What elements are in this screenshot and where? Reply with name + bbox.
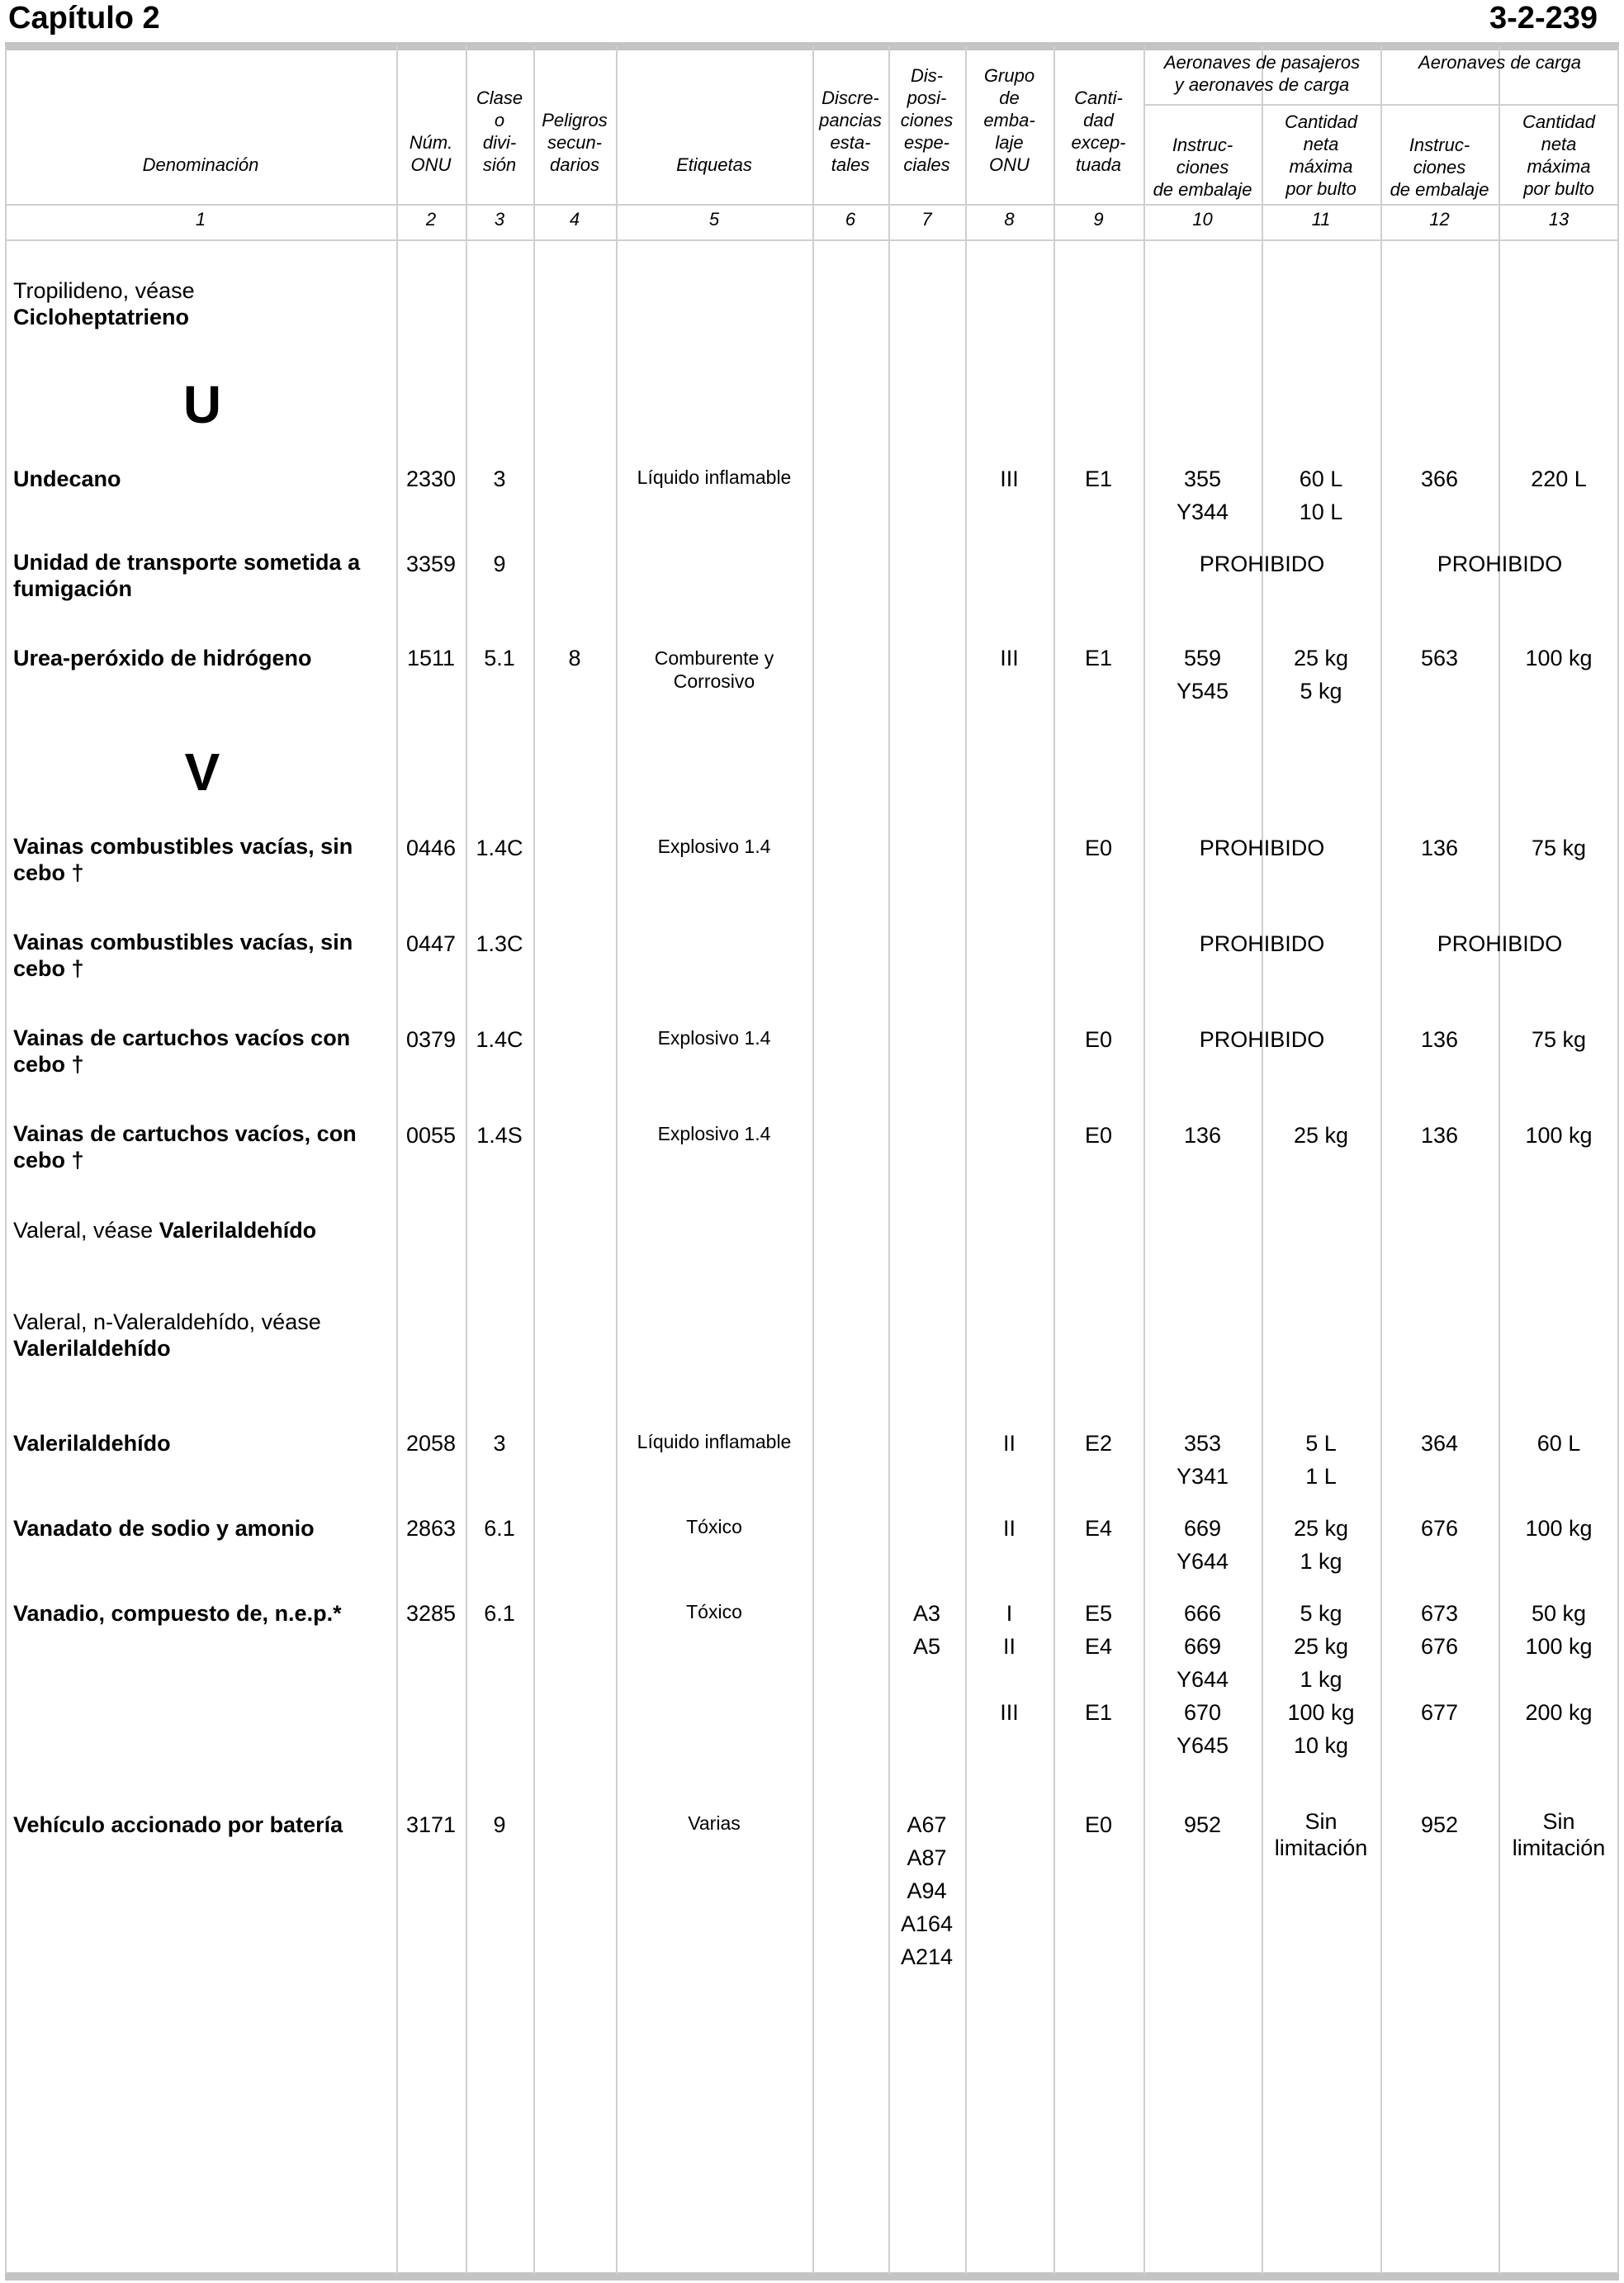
cargo-prohibited: PROHIBIDO — [1437, 552, 1563, 576]
column-number: 5 — [708, 209, 720, 230]
un-number: 2058 — [405, 1431, 457, 1456]
excepted-quantity: E0 — [1084, 836, 1113, 860]
excepted-quantity: E5 E4 E1 — [1084, 1601, 1113, 1725]
packing-group: II — [1002, 1431, 1016, 1456]
un-number: 0447 — [405, 931, 457, 956]
excepted-quantity: E1 — [1084, 467, 1113, 491]
labels: Líquido inflamable — [637, 467, 792, 488]
entry-name: Vainas combustibles vacías, sin cebo † — [13, 930, 353, 981]
cargo-quantity: Sin limitación — [1512, 1809, 1606, 1860]
cargo-quantity: 75 kg — [1531, 836, 1587, 860]
cargo-prohibited: PROHIBIDO — [1437, 931, 1563, 956]
entry-name: Urea-peróxido de hidrógeno — [13, 646, 312, 670]
header-cargo-instrucciones: Instruc- ciones de embalaje — [1390, 135, 1489, 200]
cargo-quantity: 100 kg — [1525, 1516, 1593, 1541]
pax-quantity: 60 L 10 L — [1299, 467, 1343, 524]
cargo-quantity: 100 kg — [1525, 646, 1593, 670]
cargo-instructions: 364 — [1420, 1431, 1459, 1456]
pax-prohibited: PROHIBIDO — [1199, 552, 1325, 576]
labels: Varias — [688, 1812, 741, 1834]
pax-instructions: 136 — [1183, 1123, 1222, 1148]
class: 6.1 — [484, 1516, 515, 1541]
pax-instructions: 952 — [1183, 1812, 1222, 1837]
special-provisions: A67 A87 A94 A164 A214 — [900, 1812, 954, 1969]
pax-prohibited: PROHIBIDO — [1199, 931, 1325, 956]
excepted-quantity: E0 — [1084, 1812, 1113, 1837]
column-number: 7 — [921, 209, 932, 230]
un-number: 0055 — [405, 1123, 457, 1148]
header-aeronaves-carga: Aeronaves de carga — [1418, 52, 1581, 73]
un-number: 0379 — [405, 1027, 457, 1052]
header-cargo-cantidad: Cantidad neta máxima por bulto — [1522, 111, 1596, 199]
excepted-quantity: E4 — [1084, 1516, 1113, 1541]
cargo-instructions: 676 — [1420, 1516, 1459, 1541]
cargo-quantity: 50 kg 100 kg 200 kg — [1525, 1601, 1593, 1725]
column-number: 11 — [1311, 209, 1331, 230]
pax-quantity: 25 kg — [1293, 1123, 1349, 1148]
column-number: 9 — [1093, 209, 1104, 230]
labels: Tóxico — [686, 1601, 742, 1622]
section-letter: V — [184, 742, 220, 802]
chapter-title: Capítulo 2 — [8, 1, 160, 36]
header-grupo-embalaje: Grupo de emba- laje ONU — [983, 65, 1035, 175]
un-number: 0446 — [405, 836, 457, 860]
header-etiquetas: Etiquetas — [676, 154, 752, 175]
header-discrepancias: Discre- pancias esta- tales — [819, 88, 882, 175]
un-number: 3171 — [405, 1812, 457, 1837]
entry-name: Vanadio, compuesto de, n.e.p.* — [13, 1601, 342, 1626]
entry-name: Vanadato de sodio y amonio — [13, 1516, 315, 1541]
column-number: 13 — [1548, 209, 1570, 230]
entry-name: Unidad de transporte sometida a fumigación — [13, 550, 361, 601]
cargo-instructions: 563 — [1420, 646, 1459, 670]
entry-name: Vainas de cartuchos vacíos con cebo † — [13, 1025, 351, 1077]
column-number: 2 — [425, 209, 437, 230]
header-disposiciones: Dis- posi- ciones espe- ciales — [900, 65, 954, 175]
column-number: 4 — [569, 209, 580, 230]
section-letter: U — [182, 375, 222, 434]
subsidiary-risk: 8 — [568, 646, 581, 670]
class: 6.1 — [484, 1601, 515, 1626]
pax-prohibited: PROHIBIDO — [1199, 836, 1325, 860]
un-number: 3285 — [405, 1601, 457, 1626]
cargo-instructions: 136 — [1420, 1027, 1459, 1052]
un-number: 2863 — [405, 1516, 457, 1541]
cargo-instructions: 366 — [1420, 467, 1459, 491]
entry-name: Undecano — [13, 467, 121, 491]
page-number: 3-2-239 — [1489, 1, 1598, 36]
entry-name: Tropilideno, véase Cicloheptatrieno — [13, 278, 195, 329]
header-cantidad-exceptuada: Canti- dad excep- tuada — [1071, 88, 1126, 175]
pax-instructions: 355 Y344 — [1176, 467, 1229, 524]
class: 1.3C — [476, 931, 523, 956]
column-number: 12 — [1429, 209, 1450, 230]
labels: Explosivo 1.4 — [657, 1123, 771, 1144]
un-number: 1511 — [406, 646, 456, 670]
labels: Explosivo 1.4 — [657, 1027, 771, 1049]
class: 1.4S — [476, 1123, 523, 1148]
excepted-quantity: E0 — [1084, 1123, 1113, 1148]
pax-quantity: 5 L 1 L — [1305, 1431, 1337, 1489]
header-clase: Clase o divi- sión — [476, 88, 523, 175]
packing-group: II — [1002, 1516, 1016, 1541]
excepted-quantity: E0 — [1084, 1027, 1113, 1052]
header-pax-instrucciones: Instruc- ciones de embalaje — [1153, 135, 1252, 200]
pax-instructions: 353 Y341 — [1176, 1431, 1229, 1489]
column-number: 3 — [494, 209, 505, 230]
column-number: 10 — [1192, 209, 1213, 230]
labels: Comburente y Corrosivo — [654, 647, 774, 692]
class: 1.4C — [476, 836, 523, 860]
header-peligros: Peligros secun- darios — [542, 110, 608, 175]
packing-group: III — [1000, 467, 1019, 491]
labels: Explosivo 1.4 — [657, 836, 771, 857]
cargo-quantity: 75 kg — [1531, 1027, 1587, 1052]
excepted-quantity: E2 — [1084, 1431, 1113, 1456]
un-number: 2330 — [405, 467, 457, 491]
class: 1.4C — [476, 1027, 523, 1052]
class: 9 — [493, 552, 506, 576]
entry-name: Valerilaldehído — [13, 1431, 171, 1456]
entry-name: Vainas de cartuchos vacíos, con cebo † — [13, 1121, 357, 1172]
packing-group: III — [1000, 646, 1019, 670]
class: 3 — [493, 1431, 506, 1456]
column-number: 8 — [1004, 209, 1015, 230]
header-num-onu: Núm. ONU — [409, 132, 453, 175]
labels: Líquido inflamable — [637, 1431, 792, 1452]
pax-instructions: 669 Y644 — [1176, 1516, 1229, 1574]
pax-quantity: 5 kg 25 kg 1 kg 100 kg 10 kg — [1287, 1601, 1355, 1758]
cargo-quantity: 220 L — [1531, 467, 1587, 491]
entry-name: Valeral, véase Valerilaldehído — [13, 1218, 317, 1243]
header-pax-cantidad: Cantidad neta máxima por bulto — [1284, 111, 1358, 199]
header-denominacion: Denominación — [142, 154, 259, 175]
pax-instructions: 559 Y545 — [1176, 646, 1229, 703]
column-number: 6 — [845, 209, 856, 230]
cargo-quantity: 100 kg — [1525, 1123, 1593, 1148]
class: 5.1 — [484, 646, 515, 670]
labels: Tóxico — [686, 1516, 742, 1537]
column-number: 1 — [195, 209, 206, 230]
entry-name: Vainas combustibles vacías, sin cebo † — [13, 834, 353, 885]
un-number: 3359 — [405, 552, 457, 576]
pax-quantity: Sin limitación — [1274, 1809, 1368, 1860]
packing-group: I II III — [1000, 1601, 1019, 1725]
header-aeronaves-pasajeros: Aeronaves de pasajeros y aeronaves de carga — [1163, 52, 1361, 95]
entry-name: Valeral, n-Valeraldehído, véase Valerilaldehído — [13, 1310, 321, 1361]
cargo-instructions: 952 — [1420, 1812, 1459, 1837]
cargo-instructions: 136 — [1420, 836, 1459, 860]
entry-name: Vehículo accionado por batería — [13, 1812, 343, 1837]
class: 9 — [493, 1812, 506, 1837]
pax-prohibited: PROHIBIDO — [1199, 1027, 1325, 1052]
cargo-instructions: 673 676 677 — [1420, 1601, 1459, 1725]
excepted-quantity: E1 — [1084, 646, 1113, 670]
special-provisions: A3 A5 — [912, 1601, 941, 1659]
pax-quantity: 25 kg 5 kg — [1293, 646, 1349, 703]
pax-instructions: 666 669 Y644 670 Y645 — [1176, 1601, 1229, 1758]
cargo-quantity: 60 L — [1536, 1431, 1581, 1456]
class: 3 — [493, 467, 506, 491]
pax-quantity: 25 kg 1 kg — [1293, 1516, 1349, 1574]
cargo-instructions: 136 — [1420, 1123, 1459, 1148]
